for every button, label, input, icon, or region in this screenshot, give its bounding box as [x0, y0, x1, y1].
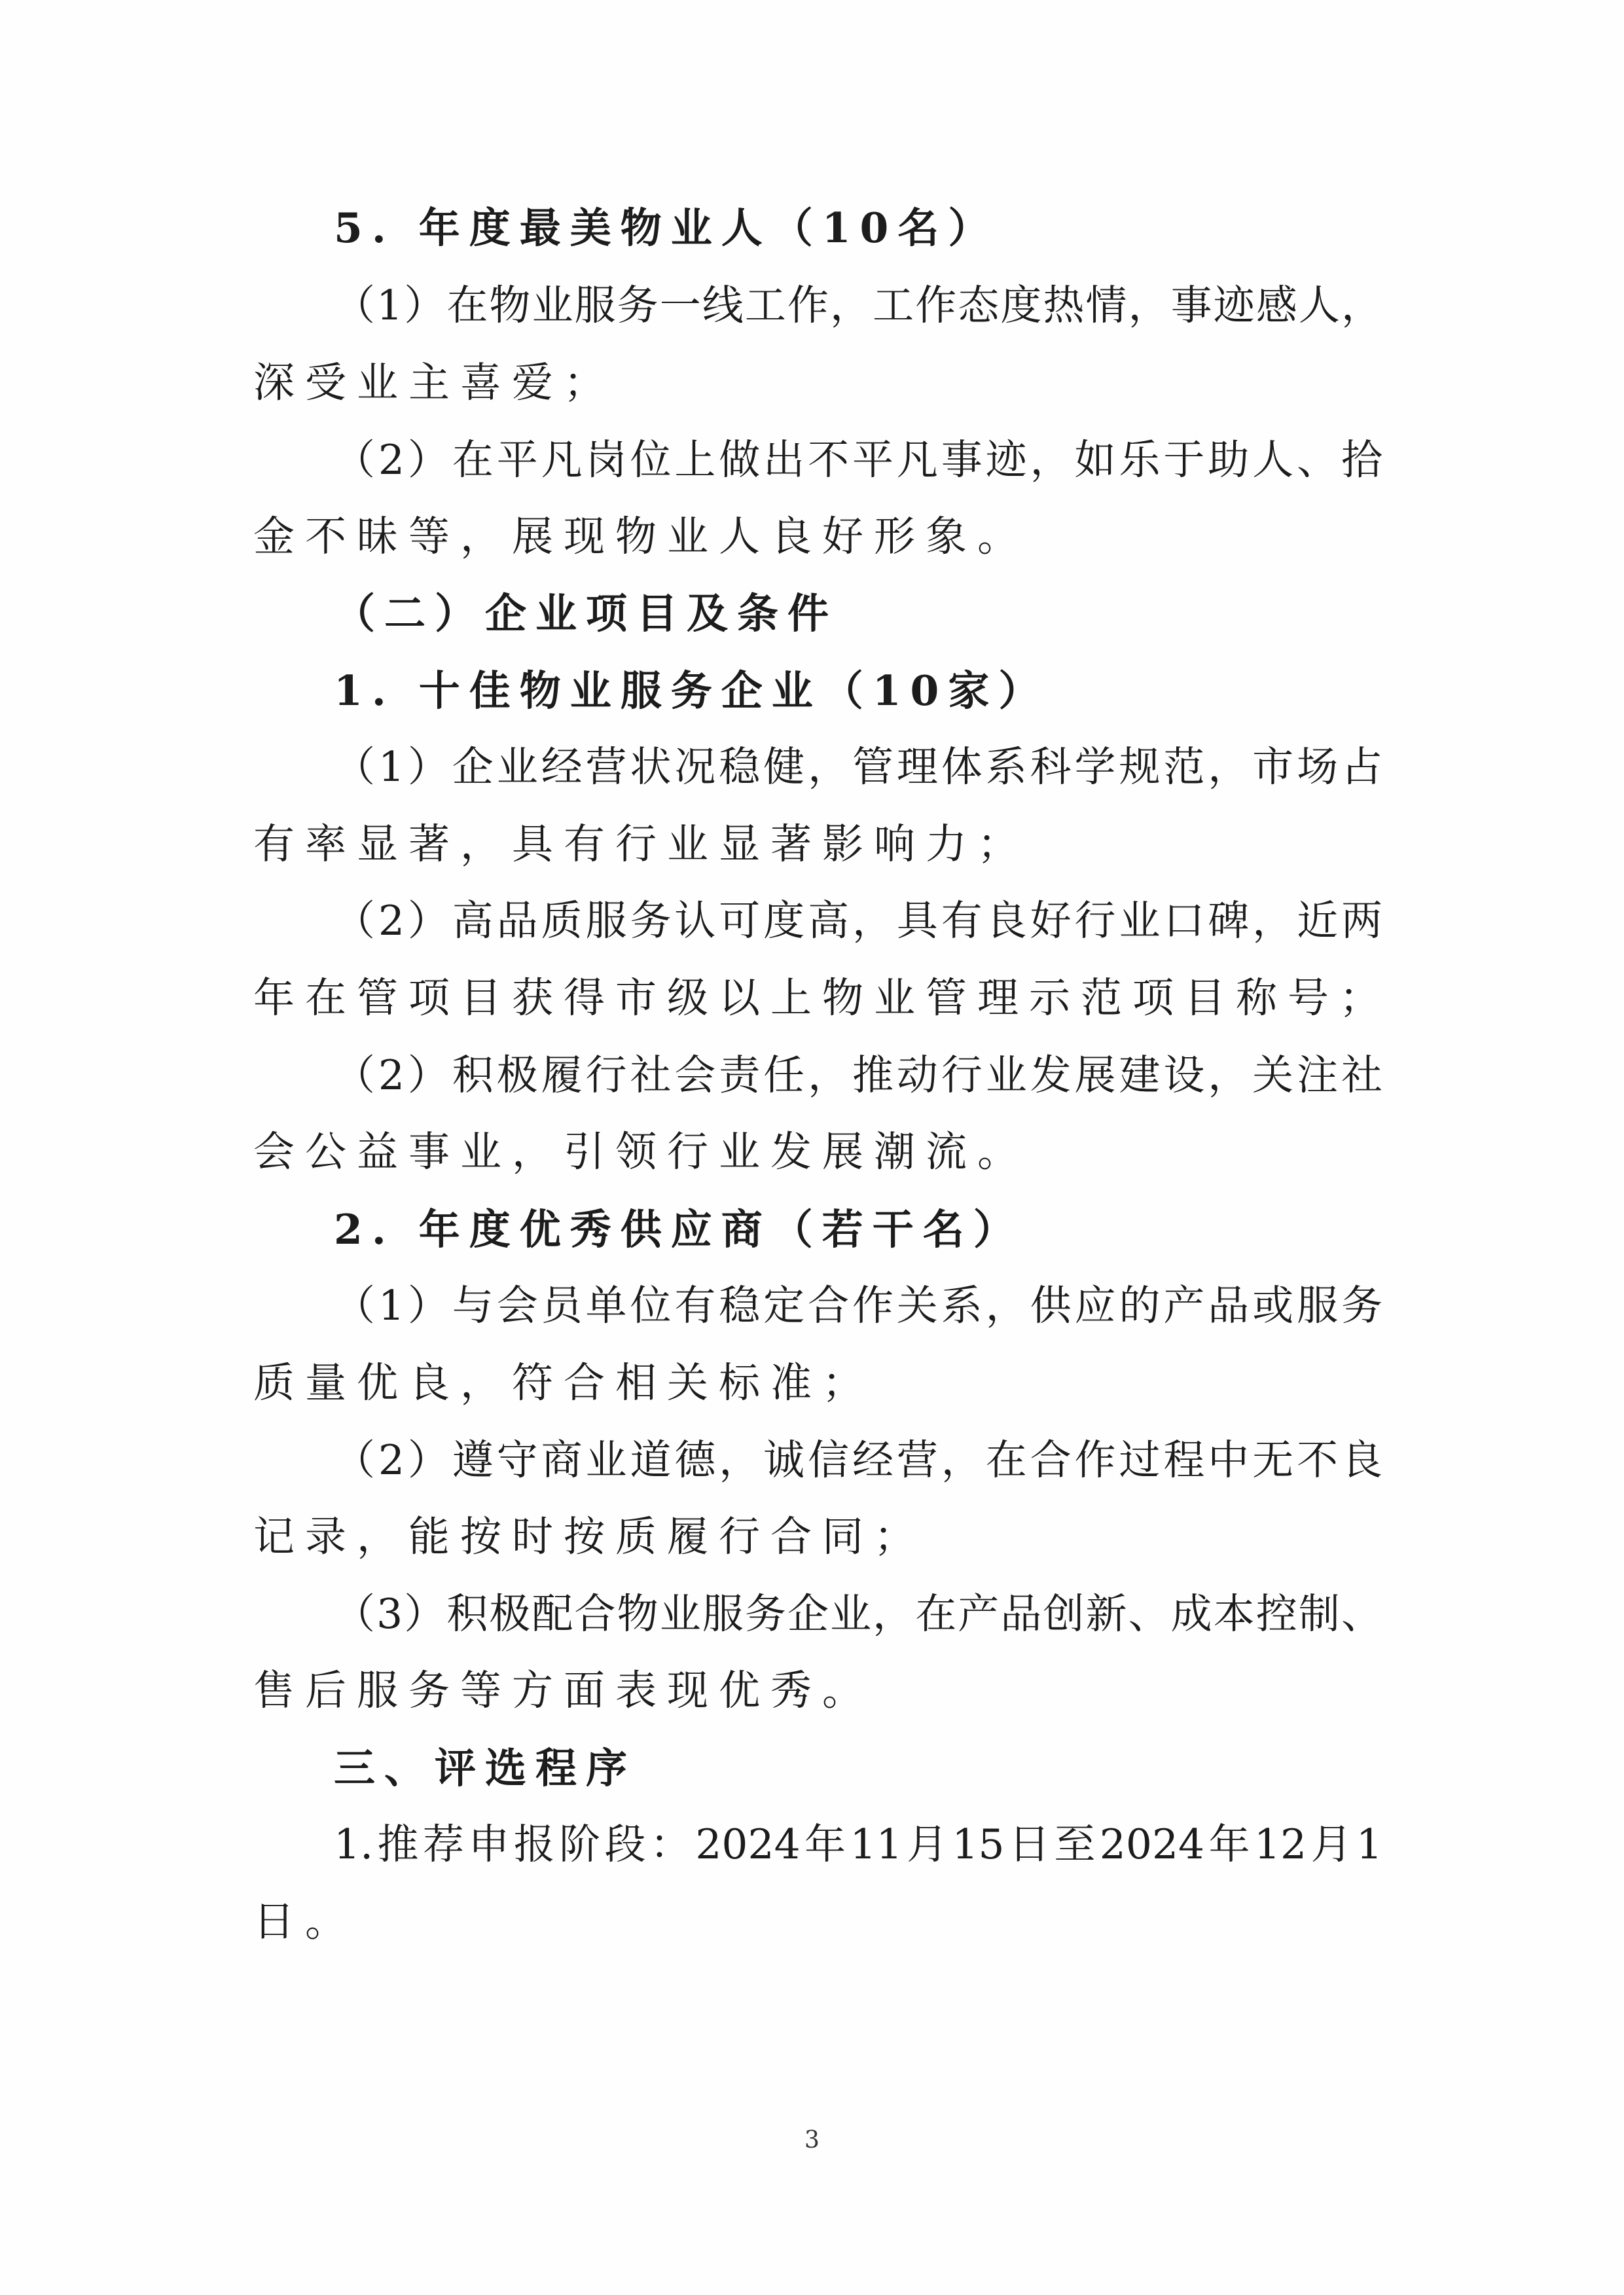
criteria-line: （2）在平凡岗位上做出不平凡事迹，如乐于助人、拾	[334, 436, 1382, 484]
procedure-line: 1.推荐申报阶段：2024年11月15日至2024年12月1	[334, 1820, 1382, 1868]
criteria-line: 年在管项目获得市级以上物业管理示范项目称号；	[253, 974, 1391, 1022]
page-number: 3	[804, 2127, 820, 2154]
criteria-line: 深受业主喜爱；	[253, 359, 615, 407]
criteria-line: 有率显著，具有行业显著影响力；	[253, 820, 1029, 868]
criteria-line: （1）企业经营状况稳健，管理体系科学规范，市场占	[334, 743, 1382, 791]
criteria-line: 售后服务等方面表现优秀。	[253, 1667, 874, 1714]
criteria-line: （2）积极履行社会责任，推动行业发展建设，关注社	[334, 1051, 1382, 1099]
heading-most-beautiful-property-person: 5. 年度最美物业人（10名）	[334, 204, 999, 252]
procedure-line: 日。	[253, 1898, 357, 1945]
criteria-line: 记录，能按时按质履行合同；	[253, 1513, 926, 1561]
criteria-line: （3）积极配合物业服务企业，在产品创新、成本控制、	[334, 1590, 1382, 1638]
heading-excellent-supplier: 2. 年度优秀供应商（若干名）	[334, 1205, 1024, 1254]
criteria-line: 会公益事业，引领行业发展潮流。	[253, 1128, 1029, 1176]
criteria-line: （2）高品质服务认可度高，具有良好行业口碑，近两	[334, 897, 1382, 945]
criteria-line: 质量优良，符合相关标准；	[253, 1359, 874, 1407]
section-heading-enterprise: （二）企业项目及条件	[334, 589, 838, 638]
criteria-line: （2）遵守商业道德，诚信经营，在合作过程中无不良	[334, 1436, 1382, 1484]
section-heading-procedure: 三、评选程序	[334, 1744, 636, 1792]
criteria-line: （1）在物业服务一线工作，工作态度热情，事迹感人，	[334, 281, 1382, 329]
heading-top-ten-enterprises: 1. 十佳物业服务企业（10家）	[334, 666, 1049, 715]
criteria-line: （1）与会员单位有稳定合作关系，供应的产品或服务	[334, 1282, 1382, 1329]
criteria-line: 金不昧等，展现物业人良好形象。	[253, 513, 1029, 560]
